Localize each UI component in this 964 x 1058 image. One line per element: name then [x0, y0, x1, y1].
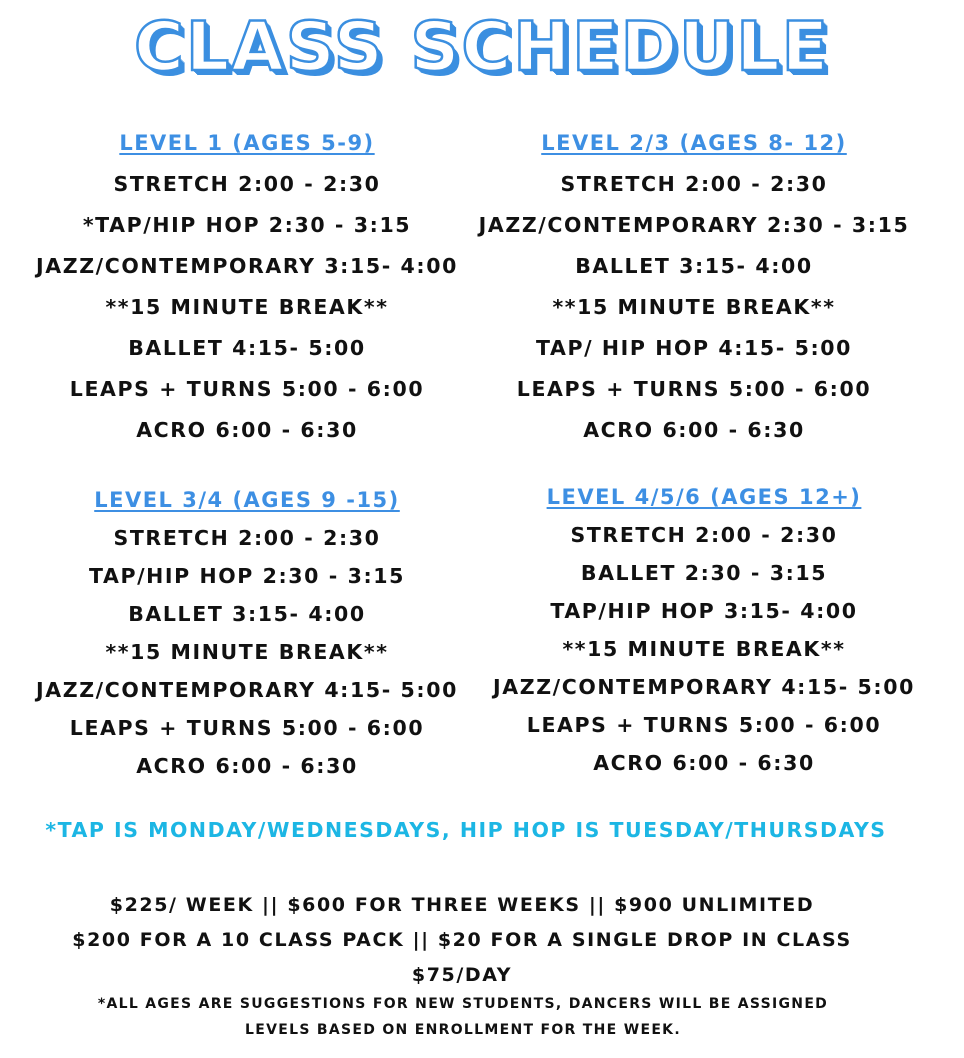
page-title: CLASS SCHEDULE [133, 8, 831, 87]
class-row: BALLET 3:15- 4:00 [128, 602, 366, 626]
level-2-3-schedule [464, 129, 924, 457]
class-row: LEAPS + TURNS 5:00 - 6:00 [69, 377, 425, 401]
class-row: TAP/HIP HOP 3:15- 4:00 [550, 599, 858, 623]
class-row: LEAPS + TURNS 5:00 - 6:00 [69, 716, 425, 740]
level-4-5-6-schedule [484, 483, 924, 787]
level-heading: LEVEL 1 (AGES 5-9) [119, 131, 375, 155]
class-row: BALLET 4:15- 5:00 [128, 336, 366, 360]
class-row: STRETCH 2:00 - 2:30 [113, 526, 381, 550]
footnote-line: *ALL AGES ARE SUGGESTIONS FOR NEW STUDENTS, DANCERS WILL BE ASSIGNED [97, 996, 829, 1012]
tap-hiphop-day-note: *TAP IS MONDAY/WEDNESDAYS, HIP HOP IS TUESDAY/THURSDAYS [45, 818, 887, 842]
class-row: STRETCH 2:00 - 2:30 [570, 523, 838, 547]
class-row: ACRO 6:00 - 6:30 [136, 418, 358, 442]
break-row: **15 MINUTE BREAK** [562, 637, 846, 661]
level-heading: LEVEL 2/3 (AGES 8- 12) [541, 131, 847, 155]
class-row: LEAPS + TURNS 5:00 - 6:00 [526, 713, 882, 737]
class-row: TAP/ HIP HOP 4:15- 5:00 [535, 336, 853, 360]
level-3-4-schedule [24, 486, 470, 790]
break-row: **15 MINUTE BREAK** [552, 295, 836, 319]
class-row: STRETCH 2:00 - 2:30 [113, 172, 381, 196]
class-row: JAZZ/CONTEMPORARY 4:15- 5:00 [36, 678, 458, 702]
level-heading: LEVEL 3/4 (AGES 9 -15) [94, 488, 400, 512]
break-row: **15 MINUTE BREAK** [105, 640, 389, 664]
class-row: ACRO 6:00 - 6:30 [136, 754, 358, 778]
class-row: BALLET 2:30 - 3:15 [580, 561, 828, 585]
class-row: JAZZ/CONTEMPORARY 3:15- 4:00 [36, 254, 458, 278]
class-row: BALLET 3:15- 4:00 [575, 254, 813, 278]
class-row: *TAP/HIP HOP 2:30 - 3:15 [82, 213, 412, 237]
class-row: TAP/HIP HOP 2:30 - 3:15 [88, 564, 406, 588]
class-row: ACRO 6:00 - 6:30 [593, 751, 815, 775]
level-1-schedule [20, 129, 474, 457]
level-heading: LEVEL 4/5/6 (AGES 12+) [546, 485, 862, 509]
class-row: JAZZ/CONTEMPORARY 2:30 - 3:15 [478, 213, 910, 237]
footnote-line: LEVELS BASED ON ENROLLMENT FOR THE WEEK. [245, 1022, 681, 1038]
class-row: ACRO 6:00 - 6:30 [583, 418, 805, 442]
break-row: **15 MINUTE BREAK** [105, 295, 389, 319]
pricing-line: $200 FOR A 10 CLASS PACK || $20 FOR A SINGLE DROP IN CLASS [72, 929, 852, 951]
class-row: JAZZ/CONTEMPORARY 4:15- 5:00 [493, 675, 915, 699]
pricing-line: $225/ WEEK || $600 FOR THREE WEEKS || $900 UNLIMITED [109, 894, 815, 916]
class-row: STRETCH 2:00 - 2:30 [560, 172, 828, 196]
class-row: LEAPS + TURNS 5:00 - 6:00 [516, 377, 872, 401]
pricing-line: $75/DAY [411, 964, 513, 986]
